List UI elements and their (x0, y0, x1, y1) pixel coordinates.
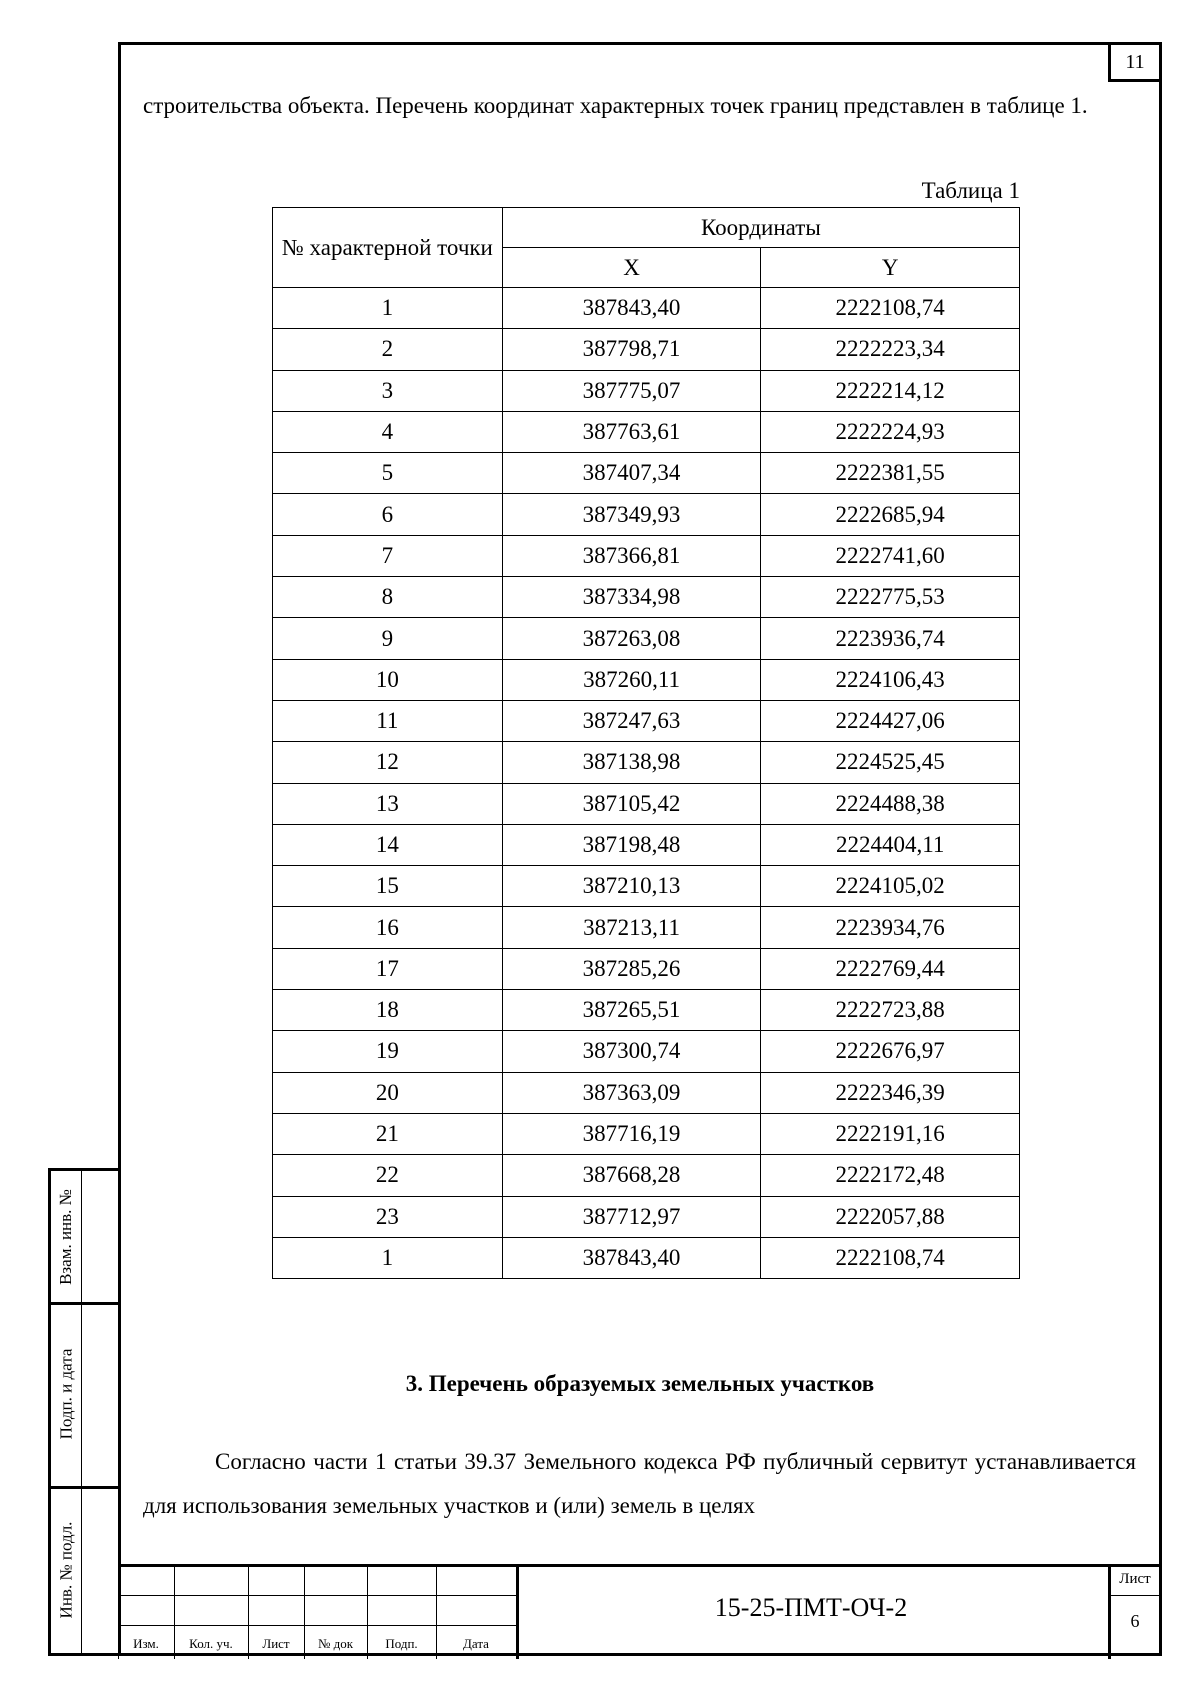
point-number-cell: 21 (273, 1113, 503, 1154)
y-coordinate-cell: 2223934,76 (761, 907, 1020, 948)
table-row (273, 1155, 1020, 1196)
table-row (273, 824, 1020, 865)
y-coordinate-cell: 2222685,94 (761, 494, 1020, 535)
stamp-label-sheet: Лист (262, 1636, 290, 1651)
table-row (273, 1031, 1020, 1072)
table-row (273, 329, 1020, 370)
table-row (273, 948, 1020, 989)
y-coordinate-cell: 2224488,38 (761, 783, 1020, 824)
point-number-cell: 6 (273, 494, 503, 535)
table-row (273, 990, 1020, 1031)
point-number-cell: 1 (273, 288, 503, 329)
point-number-cell: 8 (273, 577, 503, 618)
x-coordinate-cell: 387363,09 (502, 1072, 761, 1113)
stamp-label-signature: Подп. (385, 1636, 418, 1651)
point-number-cell: 23 (273, 1196, 503, 1237)
strip-divider-vertical (81, 1171, 82, 1653)
y-coordinate-cell: 2222224,93 (761, 411, 1020, 452)
coordinates-table (272, 207, 1020, 1279)
table-row (273, 577, 1020, 618)
stamp-label-change: Изм. (133, 1636, 159, 1651)
y-coordinate-cell: 2222108,74 (761, 288, 1020, 329)
stamp-row-line (118, 1595, 516, 1596)
title-block (118, 1564, 1162, 1656)
point-number-cell: 18 (273, 990, 503, 1031)
table-row (273, 907, 1020, 948)
y-coordinate-cell: 2222191,16 (761, 1113, 1020, 1154)
y-coordinate-cell: 2224525,45 (761, 742, 1020, 783)
y-coordinate-cell: 2224106,43 (761, 659, 1020, 700)
table-row (273, 1113, 1020, 1154)
y-coordinate-cell: 2222223,34 (761, 329, 1020, 370)
y-coordinate-cell: 2223936,74 (761, 618, 1020, 659)
sheet-label: Лист (1119, 1571, 1151, 1587)
stamp-row-line (118, 1625, 516, 1626)
y-coordinate-cell: 2222172,48 (761, 1155, 1020, 1196)
strip-label-replacement-inv: Взам. инв. № (56, 1188, 75, 1285)
table-row (273, 866, 1020, 907)
table-row (273, 1072, 1020, 1113)
point-number-cell: 5 (273, 453, 503, 494)
table-row (273, 370, 1020, 411)
point-number-cell: 1 (273, 1237, 503, 1278)
y-coordinate-cell: 2222775,53 (761, 577, 1020, 618)
x-coordinate-cell: 387668,28 (502, 1155, 761, 1196)
x-coordinate-cell: 387763,61 (502, 411, 761, 452)
point-number-cell: 3 (273, 370, 503, 411)
point-number-cell: 20 (273, 1072, 503, 1113)
table-row (273, 618, 1020, 659)
point-number-cell: 4 (273, 411, 503, 452)
x-coordinate-cell: 387334,98 (502, 577, 761, 618)
point-number-cell: 22 (273, 1155, 503, 1196)
point-number-cell: 7 (273, 535, 503, 576)
stamp-label-date: Дата (463, 1636, 489, 1651)
document-code: 15-25-ПМТ-ОЧ-2 (714, 1593, 908, 1622)
x-coordinate-cell: 387285,26 (502, 948, 761, 989)
table-row (273, 783, 1020, 824)
table-row (273, 411, 1020, 452)
y-coordinate-cell: 2224427,06 (761, 700, 1020, 741)
x-coordinate-cell: 387265,51 (502, 990, 761, 1031)
x-coordinate-cell: 387260,11 (502, 659, 761, 700)
strip-label-original-inv: Инв. № подл. (56, 1521, 75, 1618)
y-coordinate-cell: 2222723,88 (761, 990, 1020, 1031)
x-coordinate-cell: 387349,93 (502, 494, 761, 535)
table-caption: Таблица 1 (921, 178, 1020, 203)
y-coordinate-cell: 2222381,55 (761, 453, 1020, 494)
x-coordinate-cell: 387843,40 (502, 1237, 761, 1278)
table-row (273, 742, 1020, 783)
x-coordinate-cell: 387210,13 (502, 866, 761, 907)
x-coordinate-cell: 387775,07 (502, 370, 761, 411)
x-coordinate-cell: 387300,74 (502, 1031, 761, 1072)
x-coordinate-cell: 387247,63 (502, 700, 761, 741)
x-coordinate-cell: 387138,98 (502, 742, 761, 783)
table-row (273, 700, 1020, 741)
point-number-cell: 19 (273, 1031, 503, 1072)
table-row (273, 494, 1020, 535)
point-number-cell: 14 (273, 824, 503, 865)
page-number: 11 (1108, 42, 1162, 82)
x-coordinate-cell: 387798,71 (502, 329, 761, 370)
coordinates-header: Координаты (502, 208, 1019, 248)
table-row (273, 659, 1020, 700)
point-number-cell: 9 (273, 618, 503, 659)
y-coordinate-cell: 2222108,74 (761, 1237, 1020, 1278)
x-coordinate-cell: 387712,97 (502, 1196, 761, 1237)
table-row (273, 288, 1020, 329)
point-number-cell: 13 (273, 783, 503, 824)
y-coordinate-cell: 2222769,44 (761, 948, 1020, 989)
point-number-cell: 11 (273, 700, 503, 741)
stamp-label-count: Кол. уч. (189, 1636, 233, 1651)
y-coordinate-cell: 2222676,97 (761, 1031, 1020, 1072)
table-row (273, 535, 1020, 576)
table-row (273, 1237, 1020, 1278)
x-coordinate-cell: 387407,34 (502, 453, 761, 494)
section-heading: 3. Перечень образуемых земельных участков (405, 1371, 875, 1396)
y-coordinate-cell: 2224105,02 (761, 866, 1020, 907)
x-coordinate-cell: 387366,81 (502, 535, 761, 576)
strip-label-signature-date: Подп. и дата (56, 1348, 76, 1440)
body-paragraph: Согласно части 1 статьи 39.37 Земельного кодекса РФ публичный сервитут устанавливается для использования земельных участков и (или) земель в целях (143, 1449, 1136, 1518)
x-coordinate-cell: 387105,42 (502, 783, 761, 824)
point-number-header: № характерной точки (273, 208, 503, 288)
binding-strip (48, 1168, 118, 1656)
point-number-cell: 10 (273, 659, 503, 700)
point-number-cell: 16 (273, 907, 503, 948)
table-body (273, 288, 1020, 1279)
table-row (273, 1196, 1020, 1237)
point-number-cell: 2 (273, 329, 503, 370)
y-coordinate-cell: 2222346,39 (761, 1072, 1020, 1113)
y-coordinate-cell: 2222214,12 (761, 370, 1020, 411)
table-row (273, 453, 1020, 494)
sheet-number: 6 (1130, 1611, 1140, 1631)
x-coordinate-cell: 387716,19 (502, 1113, 761, 1154)
x-header: X (502, 248, 761, 288)
y-coordinate-cell: 2222741,60 (761, 535, 1020, 576)
point-number-cell: 17 (273, 948, 503, 989)
y-header: Y (761, 248, 1020, 288)
y-coordinate-cell: 2224404,11 (761, 824, 1020, 865)
intro-paragraph: строительства объекта. Перечень координат характерных точек границ представлен в таблице 1. (143, 93, 1088, 118)
x-coordinate-cell: 387198,48 (502, 824, 761, 865)
point-number-cell: 12 (273, 742, 503, 783)
stamp-row-line (1108, 1595, 1162, 1596)
x-coordinate-cell: 387263,08 (502, 618, 761, 659)
stamp-label-doc-number: № док (317, 1636, 354, 1651)
point-number-cell: 15 (273, 866, 503, 907)
x-coordinate-cell: 387213,11 (502, 907, 761, 948)
y-coordinate-cell: 2222057,88 (761, 1196, 1020, 1237)
x-coordinate-cell: 387843,40 (502, 288, 761, 329)
